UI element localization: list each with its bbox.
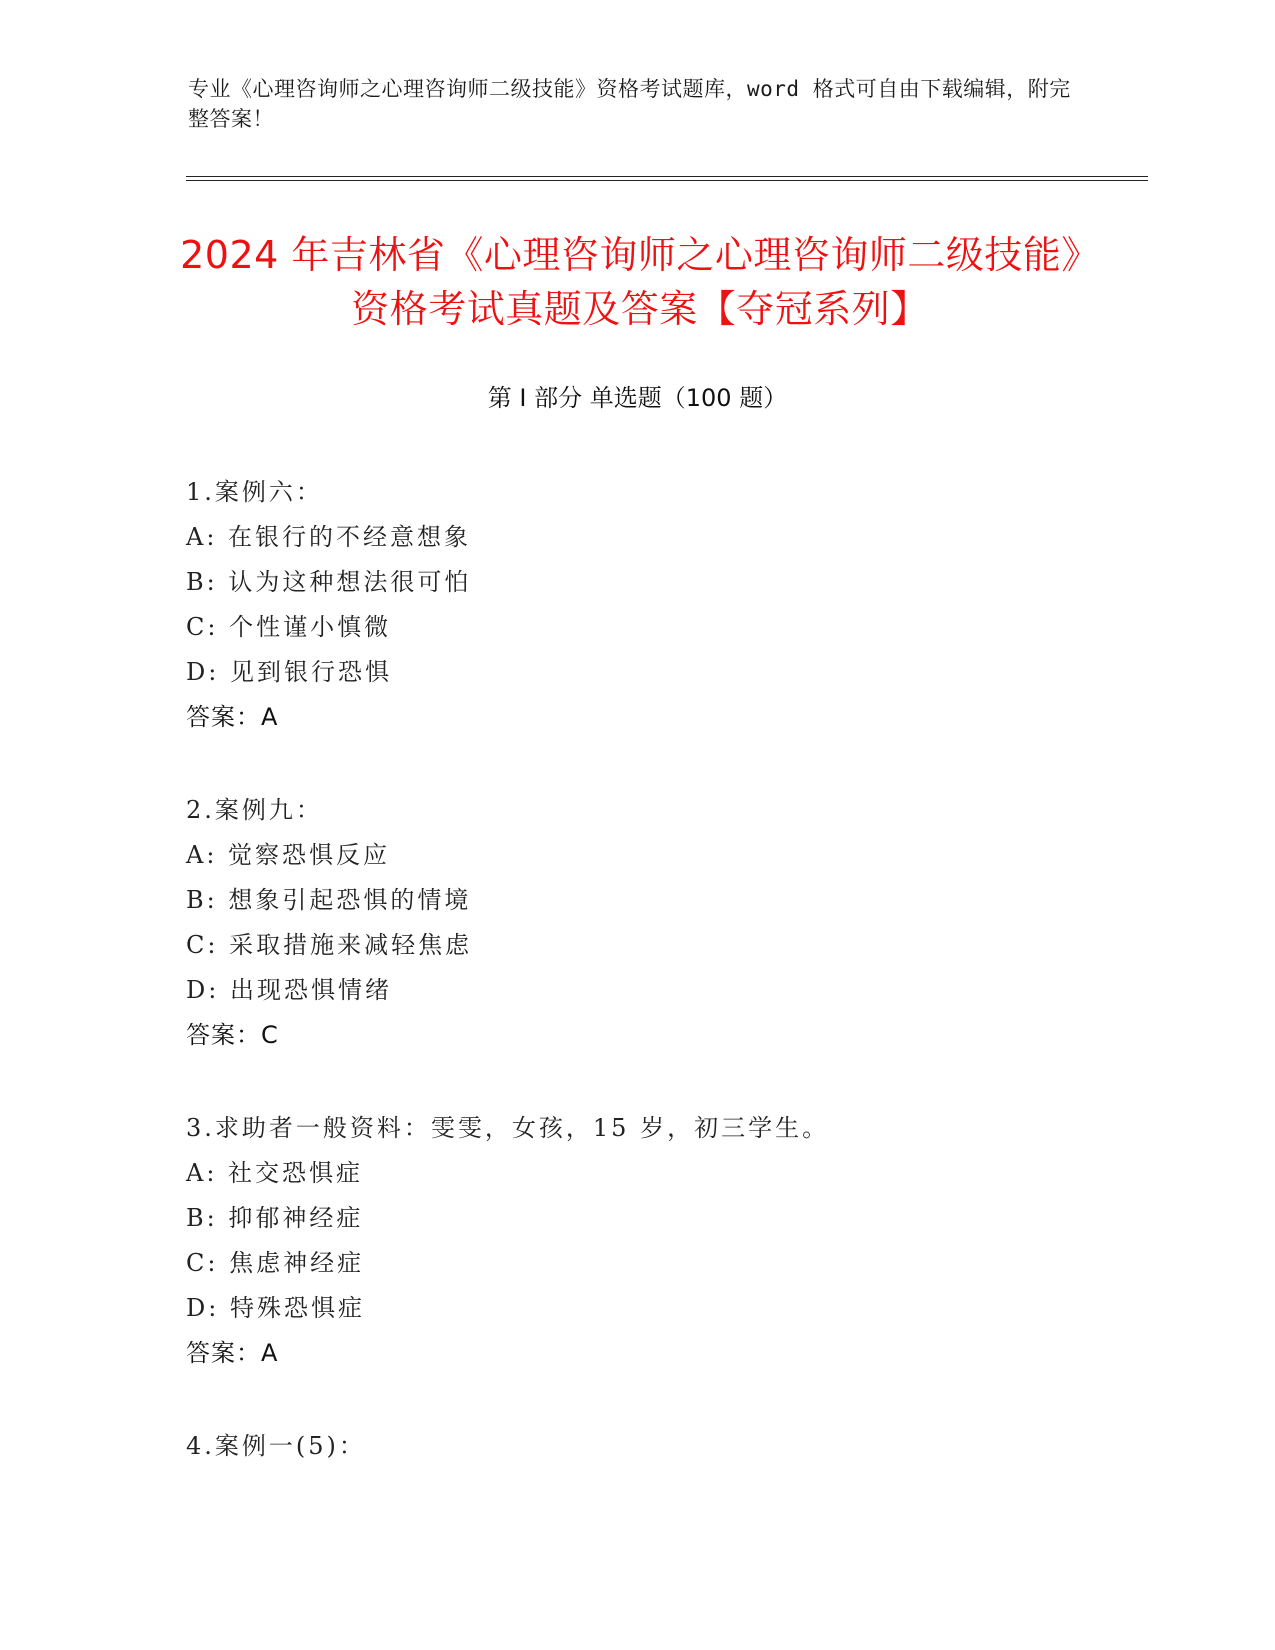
question-stem: 4.案例一(5)： [186, 1432, 366, 1460]
option-a: A: 觉察恐惧反应 [186, 841, 391, 869]
question-item [186, 1106, 1086, 1376]
option-c: C: 采取措施来减轻焦虑 [186, 931, 473, 959]
header-divider [186, 176, 1148, 181]
answer-line: 答案：A [186, 1339, 279, 1367]
option-a: A: 社交恐惧症 [186, 1159, 364, 1187]
question-item [186, 470, 1086, 740]
question-item [186, 788, 1086, 1058]
option-c: C: 个性谨小慎微 [186, 613, 392, 641]
option-d: D: 出现恐惧情绪 [186, 976, 392, 1004]
answer-line: 答案：C [186, 1021, 279, 1049]
question-item [186, 1424, 1086, 1469]
header-note: 专业《心理咨询师之心理咨询师二级技能》资格考试题库，word 格式可自由下载编辑，附完整答案！ [188, 77, 1071, 131]
option-d: D: 特殊恐惧症 [186, 1294, 365, 1322]
option-c: C: 焦虑神经症 [186, 1249, 365, 1277]
section-heading: 第 I 部分 单选题（100 题） [487, 384, 788, 412]
question-stem: 2.案例九： [186, 796, 323, 824]
option-b: B: 抑郁神经症 [186, 1204, 364, 1232]
question-stem: 3.求助者一般资料：雯雯，女孩，15 岁，初三学生。 [186, 1114, 830, 1142]
option-d: D: 见到银行恐惧 [186, 658, 392, 686]
question-stem: 1.案例六： [186, 478, 323, 506]
option-a: A: 在银行的不经意想象 [186, 523, 472, 551]
document-title: 2024 年吉林省《心理咨询师之心理咨询师二级技能》资格考试真题及答案【夺冠系列】 [180, 233, 1100, 331]
answer-line: 答案：A [186, 703, 279, 731]
option-b: B: 想象引起恐惧的情境 [186, 886, 472, 914]
option-b: B: 认为这种想法很可怕 [186, 568, 472, 596]
